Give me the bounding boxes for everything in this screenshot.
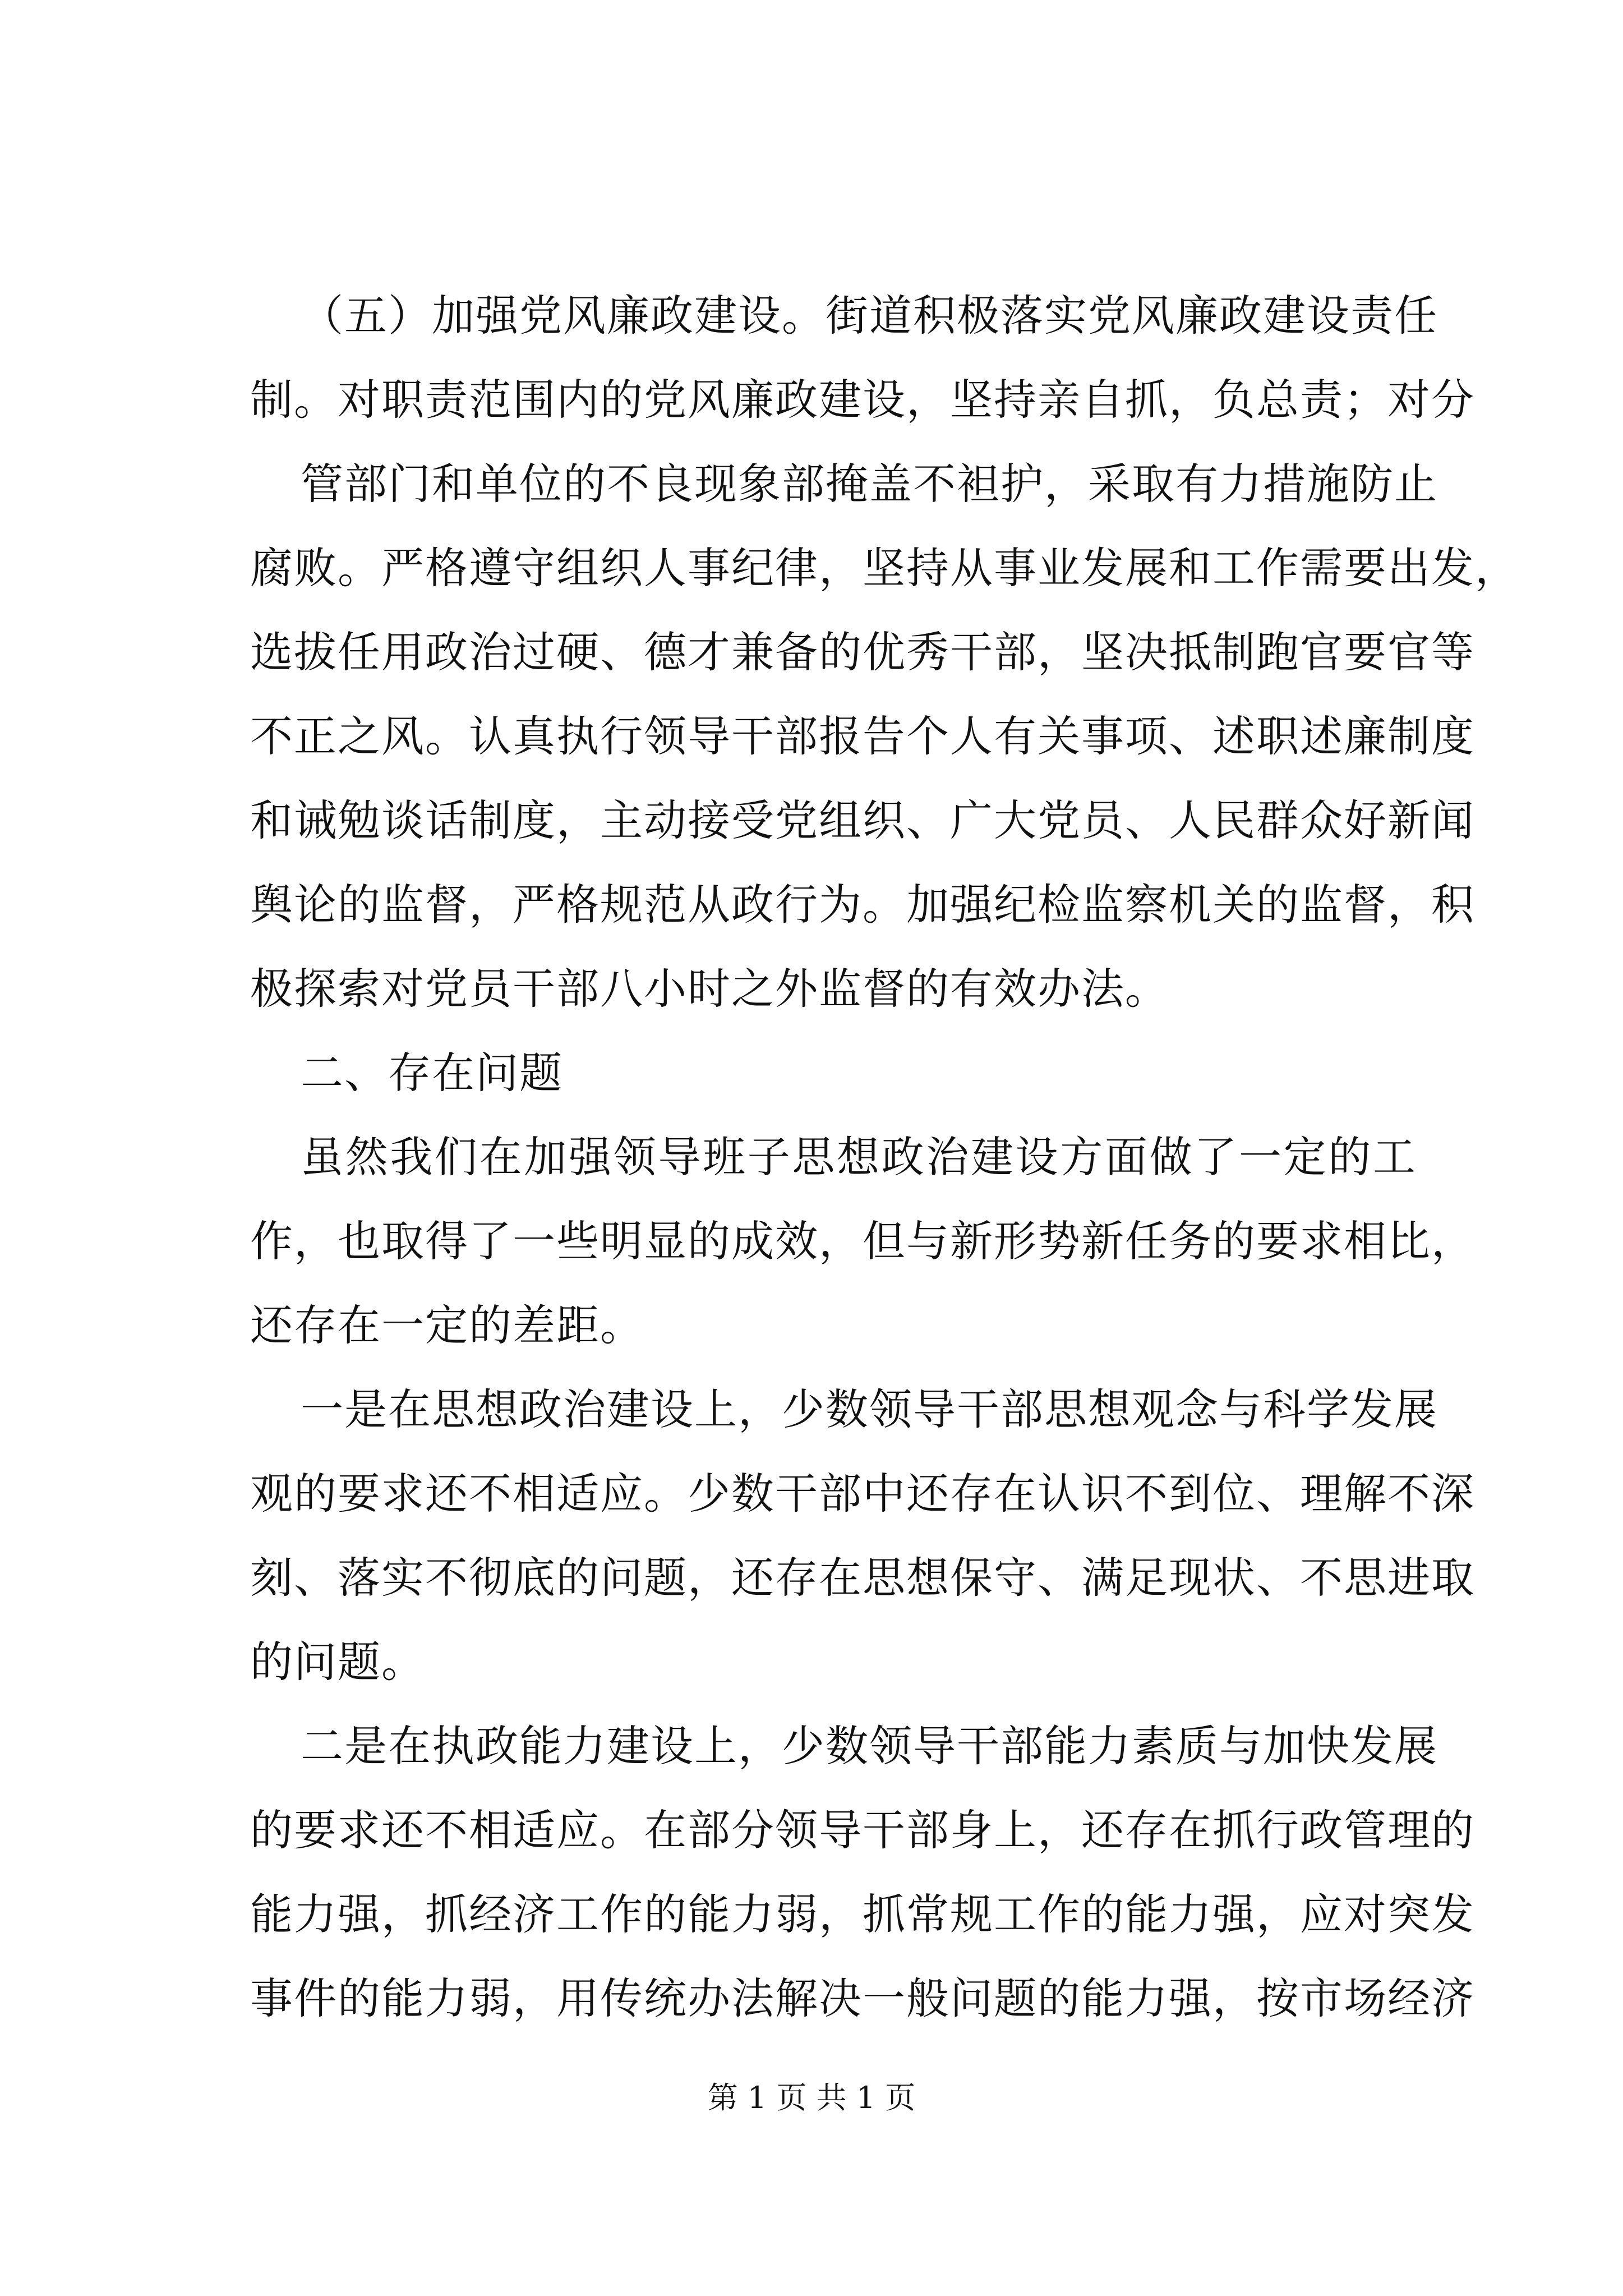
page-footer: 第 1 页 共 1 页 — [707, 2080, 916, 2115]
paragraph-line: 腐败。严格遵守组织人事纪律，坚持从事业发展和工作需要出发， — [250, 543, 1519, 593]
paragraph-line: 事件的能力弱，用传统办法解决一般问题的能力强，按市场经济 — [250, 1973, 1475, 2023]
paragraph-line: 舆论的监督，严格规范从政行为。加强纪检监察机关的监督，积 — [250, 880, 1475, 930]
paragraph-line: 二是在执政能力建设上，少数领导干部能力素质与加快发展 — [301, 1721, 1438, 1771]
paragraph-line: 一是在思想政治建设上，少数领导干部思想观念与科学发展 — [301, 1384, 1438, 1434]
paragraph-line: 能力强，抓经济工作的能力弱，抓常规工作的能力强，应对突发 — [250, 1889, 1475, 1939]
paragraph-line: 的要求还不相适应。在部分领导干部身上，还存在抓行政管理的 — [250, 1805, 1475, 1855]
paragraph-line: 极探索对党员干部八小时之外监督的有效办法。 — [250, 964, 1169, 1014]
paragraph-line: 刻、落实不彻底的问题，还存在思想保守、满足现状、不思进取 — [250, 1553, 1475, 1603]
paragraph-line: 和诫勉谈话制度，主动接受党组织、广大党员、人民群众好新闻 — [250, 795, 1475, 845]
paragraph-line: 观的要求还不相适应。少数干部中还存在认识不到位、理解不深 — [250, 1469, 1475, 1519]
paragraph-line: （五）加强党风廉政建设。街道积极落实党风廉政建设责任 — [301, 291, 1438, 341]
paragraph-line: 还存在一定的差距。 — [250, 1300, 644, 1350]
section-heading: 二、存在问题 — [301, 1048, 563, 1098]
paragraph-line: 选拔任用政治过硬、德才兼备的优秀干部，坚决抵制跑官要官等 — [250, 627, 1475, 677]
paragraph-line: 管部门和单位的不良现象部掩盖不袒护，采取有力措施防止 — [301, 459, 1438, 509]
paragraph-line: 的问题。 — [250, 1637, 425, 1687]
paragraph-line: 作，也取得了一些明显的成效，但与新形势新任务的要求相比， — [250, 1216, 1475, 1266]
paragraph-line: 虽然我们在加强领导班子思想政治建设方面做了一定的工 — [301, 1132, 1417, 1182]
paragraph-line: 不正之风。认真执行领导干部报告个人有关事项、述职述廉制度 — [250, 711, 1475, 761]
paragraph-line: 制。对职责范围内的党风廉政建设，坚持亲自抓，负总责；对分 — [250, 375, 1475, 425]
